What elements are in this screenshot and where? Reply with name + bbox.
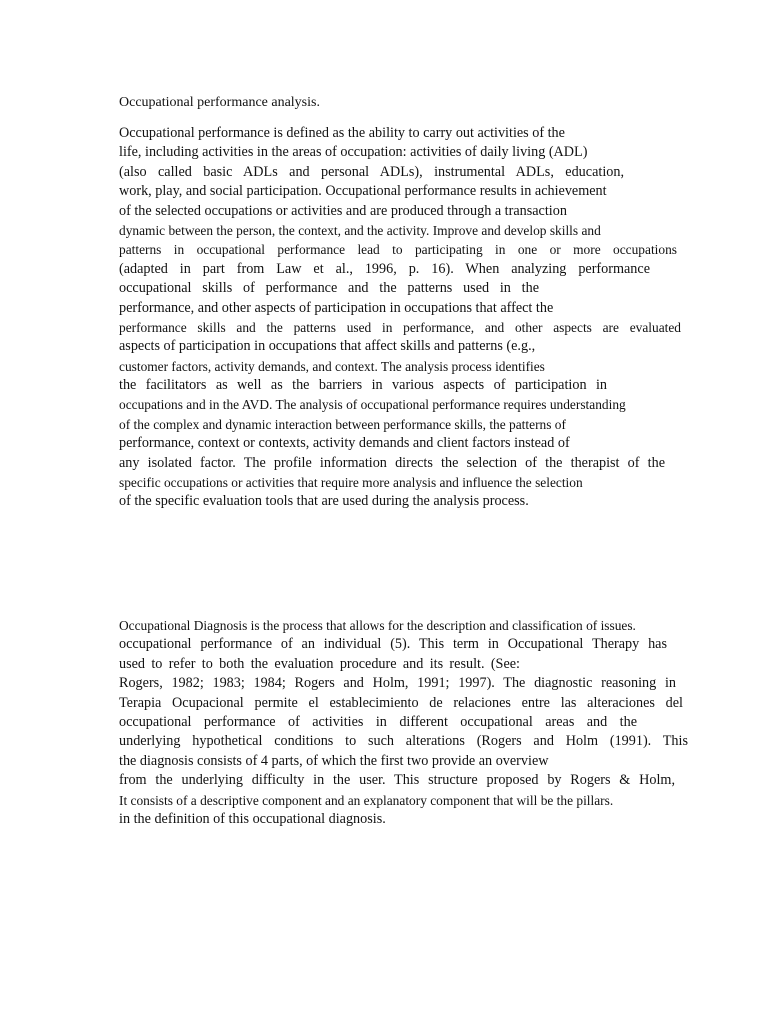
text-line: in the definition of this occupational diagnosis. bbox=[119, 810, 386, 827]
text-line: from the underlying difficulty in the user. This structure proposed by Rogers & Holm, bbox=[119, 772, 675, 789]
text-line: performance, context or contexts, activity demands and client factors instead of bbox=[119, 435, 570, 452]
text-line: It consists of a descriptive component and an explanatory component that will be the pillars. bbox=[119, 792, 614, 808]
text-line: customer factors, activity demands, and context. The analysis process identifies bbox=[119, 358, 545, 374]
text-line: (adapted in part from Law et al., 1996, p. 16). When analyzing performance bbox=[119, 260, 650, 277]
text-line: any isolated factor. The profile information directs the selection of the therapist of the bbox=[119, 454, 665, 471]
text-line: performance skills and the patterns used in performance, and other aspects are evaluated bbox=[119, 319, 681, 335]
text-line: life, including activities in the areas of occupation: activities of daily living (ADL) bbox=[119, 144, 588, 161]
document-title: Occupational performance analysis. bbox=[119, 95, 320, 110]
text-line: the facilitators as well as the barriers in various aspects of participation in bbox=[119, 377, 607, 394]
text-line: Occupational Diagnosis is the process that allows for the description and classification of issues. bbox=[119, 618, 636, 633]
text-line: Occupational performance is defined as the ability to carry out activities of the bbox=[119, 125, 565, 141]
text-line: underlying hypothetical conditions to such alterations (Rogers and Holm (1991). This bbox=[119, 733, 688, 750]
text-line: aspects of participation in occupations that affect skills and patterns (e.g., bbox=[119, 338, 536, 355]
text-line: of the selected occupations or activities and are produced through a transaction bbox=[119, 202, 567, 219]
text-line: of the complex and dynamic interaction between performance skills, the patterns of bbox=[119, 416, 566, 432]
text-line: occupational skills of performance and the patterns used in the bbox=[119, 280, 539, 297]
text-line: Terapia Ocupacional permite el establecimiento de relaciones entre las alteraciones del bbox=[119, 694, 683, 711]
text-line: specific occupations or activities that require more analysis and influence the selection bbox=[119, 475, 583, 491]
text-line: dynamic between the person, the context, and the activity. Improve and develop skills and bbox=[119, 222, 601, 238]
paragraph-occupational-diagnosis bbox=[119, 616, 691, 829]
text-line: work, play, and social participation. Occupational performance results in achievement bbox=[119, 183, 607, 200]
text-line: the diagnosis consists of 4 parts, of which the first two provide an overview bbox=[119, 752, 549, 769]
paragraph-performance-analysis bbox=[119, 124, 691, 512]
text-line: (also called basic ADLs and personal ADLs), instrumental ADLs, education, bbox=[119, 163, 624, 180]
text-line: patterns in occupational performance lead to participating in one or more occupations bbox=[119, 242, 677, 258]
text-line: Rogers, 1982; 1983; 1984; Rogers and Holm, 1991; 1997). The diagnostic reasoning in bbox=[119, 675, 676, 692]
text-line: occupations and in the AVD. The analysis of occupational performance requires understanding bbox=[119, 397, 626, 413]
text-line: occupational performance of activities in different occupational areas and the bbox=[119, 713, 637, 730]
text-line: of the specific evaluation tools that are used during the analysis process. bbox=[119, 493, 529, 510]
text-line: occupational performance of an individual (5). This term in Occupational Therapy has bbox=[119, 636, 667, 653]
text-line: used to refer to both the evaluation procedure and its result. (See: bbox=[119, 655, 520, 672]
text-line: performance, and other aspects of participation in occupations that affect the bbox=[119, 299, 554, 316]
